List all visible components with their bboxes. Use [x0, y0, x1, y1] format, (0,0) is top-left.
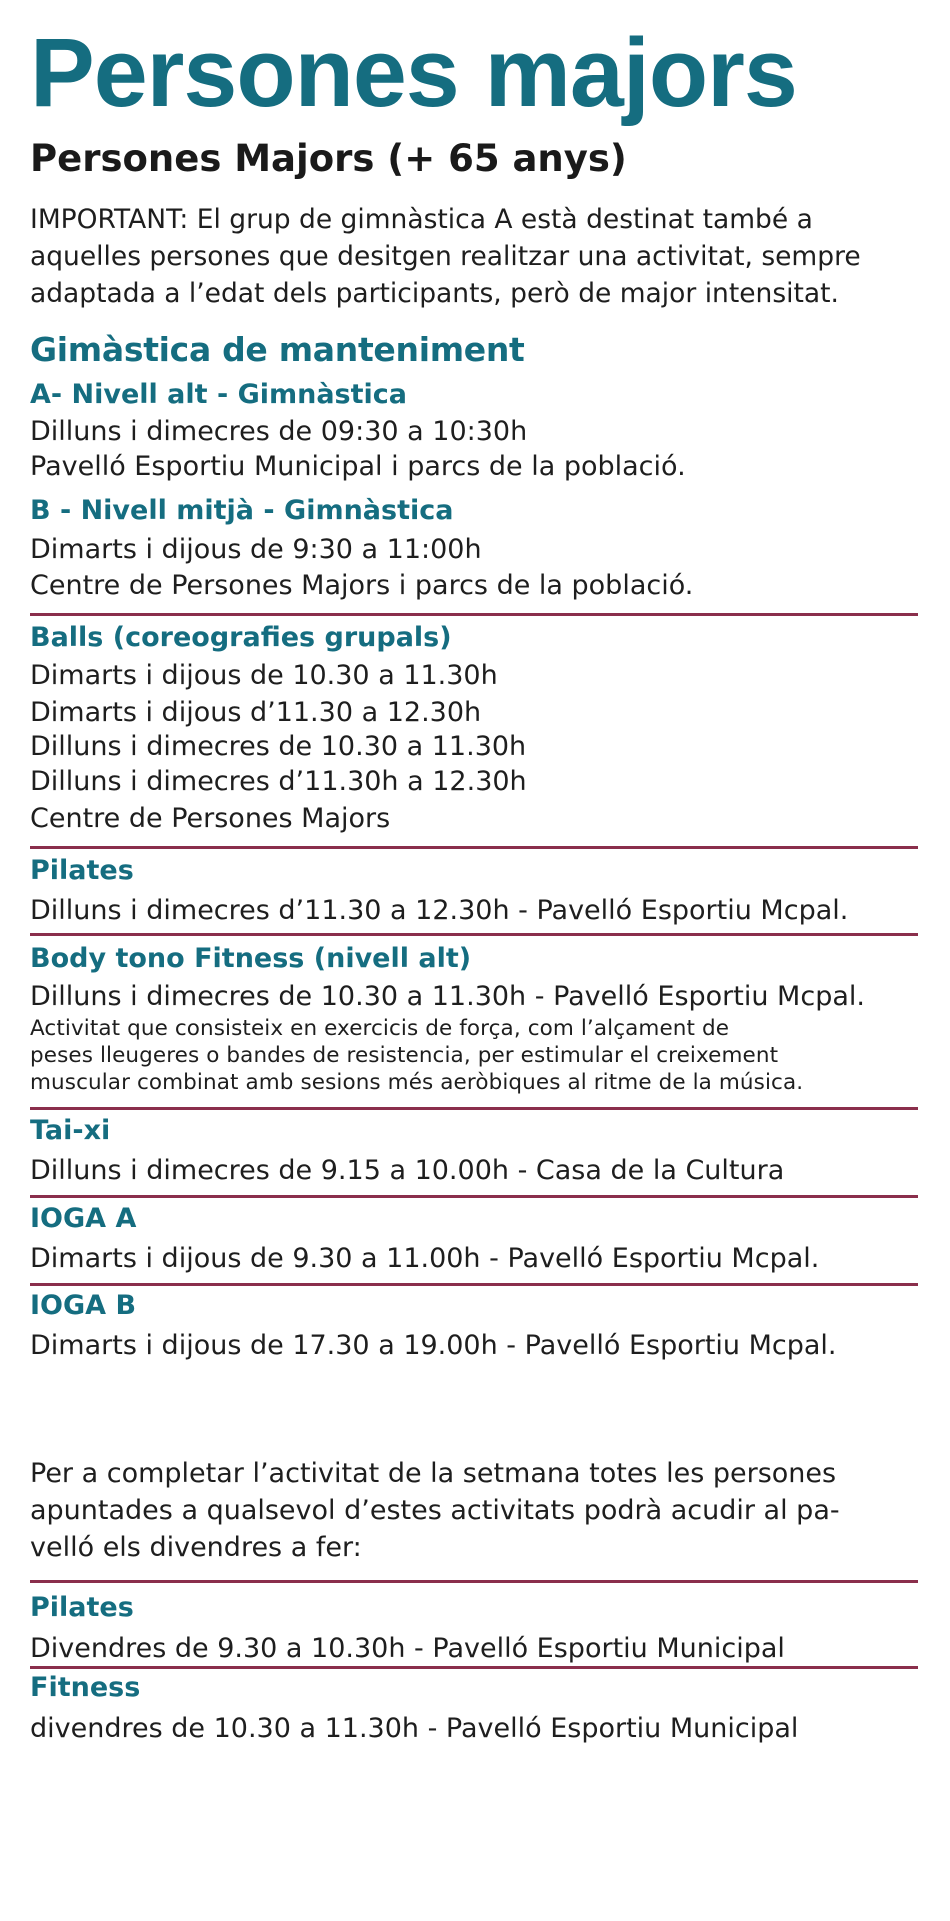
friday-note-line: Per a completar l’activitat de la setmana totes les persones: [30, 1458, 837, 1489]
section-divider: [30, 846, 918, 849]
body-title: Body tono Fitness (nivell alt): [30, 943, 472, 974]
gym-heading: Gimàstica de manteniment: [30, 330, 525, 369]
page-subtitle: Persones Majors (+ 65 anys): [30, 137, 627, 180]
friday-note-line: velló els divendres a fer:: [30, 1532, 362, 1563]
fri-fitness-title: Fitness: [30, 1672, 141, 1703]
body-desc-line: Activitat que consisteix en exercicis de força, com l’alçament de: [30, 1016, 730, 1041]
friday-note-line: apuntades a qualsevol d’estes activitats podrà acudir al pa-: [30, 1495, 840, 1526]
body-schedule: Dilluns i dimecres de 10.30 a 11.30h - Pavelló Esportiu Mcpal.: [30, 981, 865, 1012]
section-divider: [30, 933, 918, 936]
balls-line: Dilluns i dimecres d’11.30h a 12.30h: [30, 766, 527, 797]
gym-b-schedule: Dimarts i dijous de 9:30 a 11:00h: [30, 534, 482, 565]
balls-line: Centre de Persones Majors: [30, 803, 391, 834]
intro-paragraph: IMPORTANT: El grup de gimnàstica A està destinat també a aquelles persones que desitgen realitzar una activitat, sempre adaptada a l’edat dels participants, però de major intensitat.: [30, 204, 861, 309]
body-desc-line: peses lleugeres o bandes de resistencia, per estimular el creixement: [30, 1043, 779, 1068]
gym-a-title: A- Nivell alt - Gimnàstica: [30, 379, 408, 410]
fri-pilates-title: Pilates: [30, 1592, 134, 1623]
pilates-title: Pilates: [30, 855, 134, 886]
gym-a-place: Pavelló Esportiu Municipal i parcs de la població.: [30, 451, 686, 482]
ioga-a-title: IOGA A: [30, 1203, 137, 1234]
section-divider: [30, 1283, 918, 1286]
section-divider: [30, 1195, 918, 1198]
section-divider: [30, 1666, 918, 1669]
ioga-b-title: IOGA B: [30, 1290, 137, 1321]
gym-b-title: B - Nivell mitjà - Gimnàstica: [30, 495, 454, 526]
section-divider: [30, 613, 918, 616]
balls-line: Dilluns i dimecres de 10.30 a 11.30h: [30, 731, 527, 762]
gym-b-place: Centre de Persones Majors i parcs de la població.: [30, 570, 694, 601]
balls-line: Dimarts i dijous d’11.30 a 12.30h: [30, 697, 482, 728]
balls-line: Dimarts i dijous de 10.30 a 11.30h: [30, 660, 498, 691]
ioga-b-schedule: Dimarts i dijous de 17.30 a 19.00h - Pavelló Esportiu Mcpal.: [30, 1330, 837, 1361]
fri-pilates-schedule: Divendres de 9.30 a 10.30h - Pavelló Esportiu Municipal: [30, 1633, 785, 1664]
taixi-schedule: Dilluns i dimecres de 9.15 a 10.00h - Casa de la Cultura: [30, 1155, 785, 1186]
gym-a-schedule: Dilluns i dimecres de 09:30 a 10:30h: [30, 416, 528, 447]
balls-title: Balls (coreografies grupals): [30, 622, 452, 653]
body-desc-line: muscular combinat amb sesions més aeròbiques al ritme de la música.: [30, 1070, 804, 1095]
pilates-schedule: Dilluns i dimecres d’11.30 a 12.30h - Pavelló Esportiu Mcpal.: [30, 895, 849, 926]
page-title: Persones majors: [30, 18, 797, 127]
section-divider: [30, 1107, 918, 1110]
fri-fitness-schedule: divendres de 10.30 a 11.30h - Pavelló Esportiu Municipal: [30, 1713, 799, 1744]
section-divider: [30, 1580, 918, 1583]
ioga-a-schedule: Dimarts i dijous de 9.30 a 11.00h - Pavelló Esportiu Mcpal.: [30, 1243, 820, 1274]
taixi-title: Tai-xi: [30, 1115, 111, 1146]
